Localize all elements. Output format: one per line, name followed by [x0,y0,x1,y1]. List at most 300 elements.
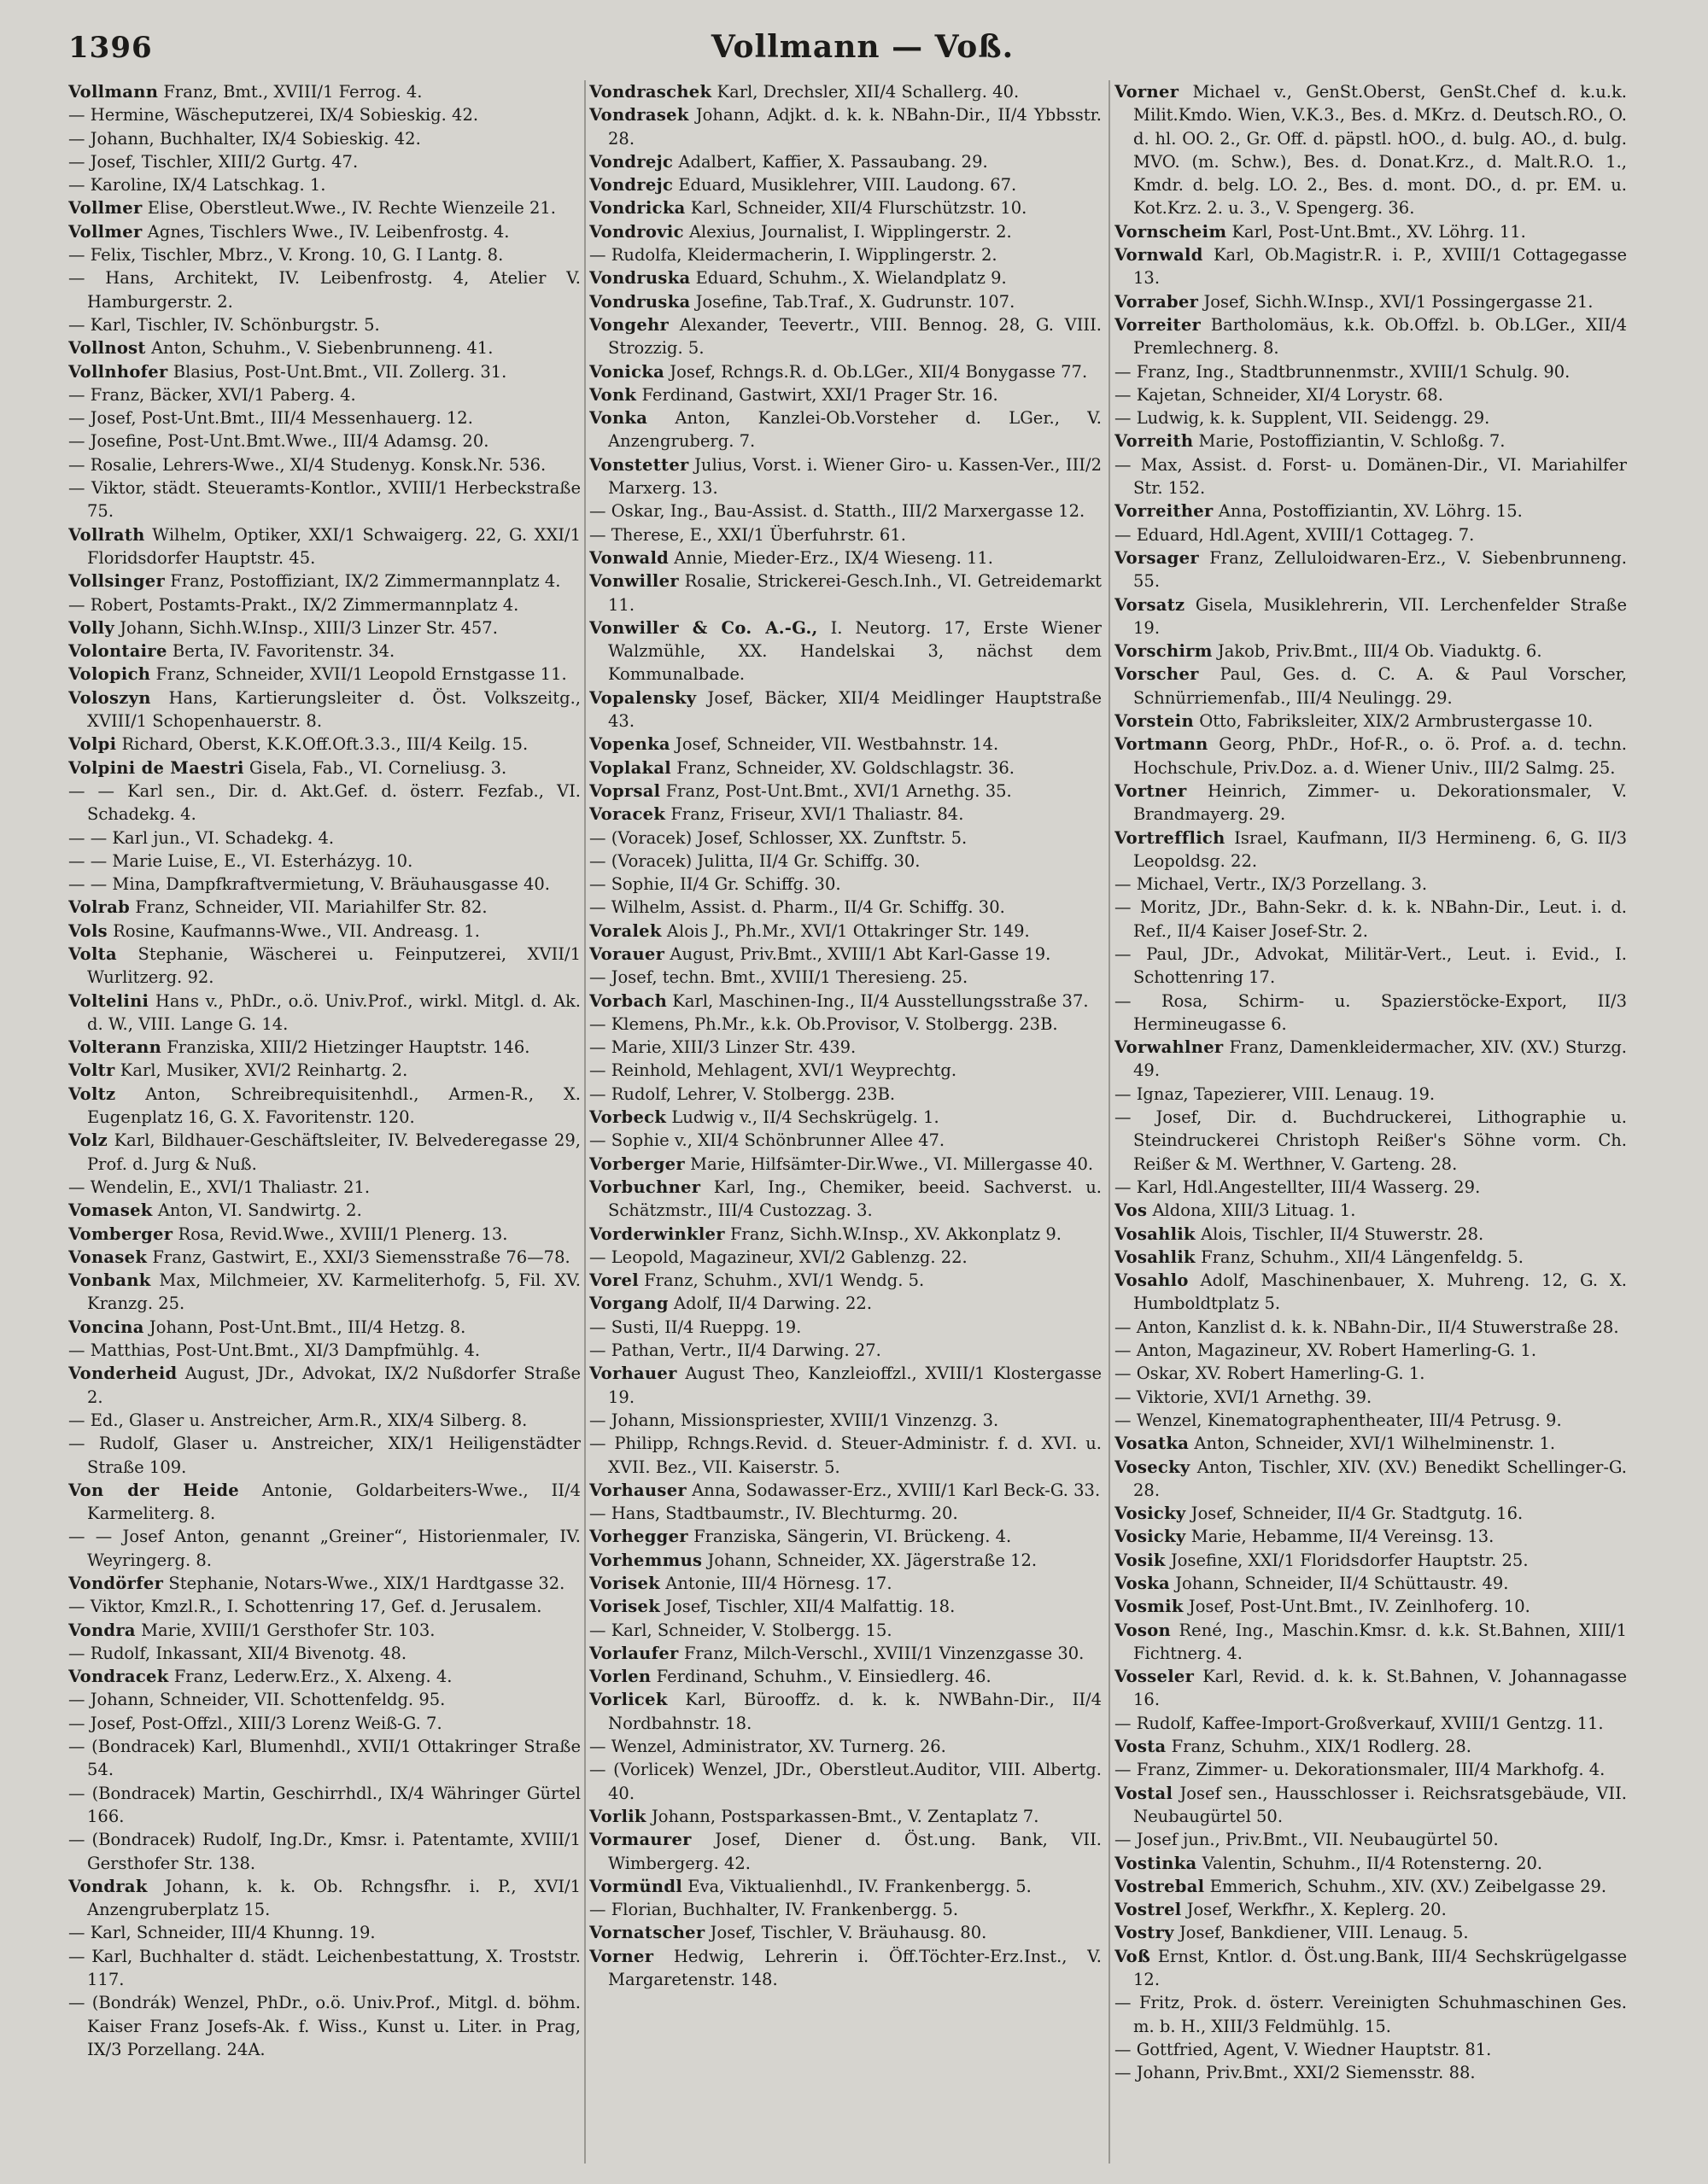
entry-details: Annie, Mieder-Erz., IX/4 Wieseng. 11. [674,547,994,568]
directory-entry [589,103,1102,150]
entry-details: — Viktor, städt. Steueramts-Kontlor., XVIII/1 Herbeckstraße 75. [68,478,581,522]
entry-details: — Rudolf, Lehrer, V. Stolbergg. 23B. [589,1083,896,1104]
directory-entry [68,686,581,733]
entry-details: Josef, Diener d. Öst.ung. Bank, VII. Wimbergerg. 42. [608,1830,1102,1873]
entry-details: Jakob, Priv.Bmt., III/4 Ob. Viaduktg. 6. [1217,641,1542,662]
entry-surname: Volz [68,1130,108,1151]
entry-details: Ernst, Kntlor. d. Öst.ung.Bank, III/4 Sechskrügelgasse 12. [1133,1946,1627,1990]
entry-details: Johann, Adjkt. d. k. k. NBahn-Dir., II/4 Ybbsstr. 28. [608,105,1102,149]
entry-details: Israel, Kaufmann, II/3 Hermineng. 6, G. II/3 Leopoldsg. 22. [1133,827,1627,871]
entry-surname: Vondraschek [589,82,712,102]
entry-details: Heinrich, Zimmer- u. Dekorationsmaler, V. Brandmayerg. 29. [1133,780,1627,825]
entry-surname: Vorlik [589,1806,646,1826]
entry-surname: Vorhegger [589,1527,688,1547]
directory-entry [68,1572,581,1595]
directory-entry [1114,1386,1627,1409]
directory-entry [68,1339,581,1362]
directory-entry [589,1572,1102,1595]
entry-details: Aldona, XIII/3 Lituag. 1. [1152,1200,1356,1221]
entry-details: — Paul, JDr., Advokat, Militär-Vert., Leut. i. Evid., I. Schottenring 17. [1114,943,1627,988]
directory-entry [68,1828,581,1875]
directory-entry [1114,1735,1627,1758]
directory-entry [1114,1409,1627,1432]
page-header [51,26,1674,70]
directory-entry [589,1339,1102,1362]
directory-entry [68,1036,581,1059]
entry-surname: Vostal [1114,1783,1173,1803]
entry-surname: Vorreith [1114,431,1194,452]
entry-details: — Rosa, Schirm- u. Spazierstöcke-Export, II/3 Hermineugasse 6. [1114,990,1627,1034]
entry-surname: Voltz [68,1083,116,1104]
entry-details: — Florian, Buchhalter, IV. Frankenbergg. 5. [589,1900,959,1920]
entry-details: — Karl, Schneider, III/4 Khunng. 19. [68,1923,376,1943]
directory-entry [589,1153,1102,1176]
entry-surname: Vollrath [68,524,145,545]
directory-entry [589,1083,1102,1106]
entry-surname: Voplakal [589,757,671,778]
entry-details: Karl, Bildhauer-Geschäftsleiter, IV. Belvederegasse 29, Prof. d. Jurg & Nuß. [87,1130,581,1174]
entry-surname: Vorsatz [1114,594,1185,615]
entry-details: August, Priv.Bmt., XVIII/1 Abt Karl-Gasse 19. [670,943,1051,964]
entry-surname: Vorscher [1114,664,1199,685]
entry-details: August Theo, Kanzleioffzl., XVIII/1 Klostergasse 19. [608,1364,1102,1407]
directory-entry [68,1525,581,1572]
directory-entry [589,499,1102,523]
entry-details: — Josef, techn. Bmt., XVIII/1 Theresieng. 25. [589,967,968,988]
directory-entry [589,150,1102,173]
entry-details: — — Karl sen., Dir. d. Akt.Gef. d. österr. Fezfab., VI. Schadekg. 4. [68,780,581,825]
directory-entry [1114,1921,1627,1944]
entry-surname: Vondörfer [68,1574,164,1593]
directory-entry [589,569,1102,616]
directory-entry [1114,1852,1627,1875]
entry-details: — Rudolf, Inkassant, XII/4 Bivenotg. 48. [68,1643,407,1663]
entry-details: Johann, k. k. Ob. Rchngsfhr. i. P., XVI/1 Anzengruberplatz 15. [87,1876,581,1920]
entry-details: René, Ing., Maschin.Kmsr. d. k.k. St.Bahnen, XIII/1 Fichtnerg. 4. [1133,1620,1627,1663]
entry-details: — Johann, Buchhalter, IX/4 Sobieskig. 42. [68,128,421,149]
entry-details: — Viktorie, XVI/1 Arnethg. 39. [1114,1387,1372,1407]
directory-entry [1114,360,1627,383]
directory-entry [1114,710,1627,733]
entry-details: Franz, Schuhm., XII/4 Längenfeldg. 5. [1201,1247,1524,1267]
entry-details: Josef, Tischler, V. Bräuhausg. 80. [710,1923,987,1943]
directory-entry [589,1246,1102,1269]
directory-entry [68,103,581,126]
entry-details: — Matthias, Post-Unt.Bmt., XI/3 Dampfmühlg. 4. [68,1340,481,1361]
entry-surname: Vorschirm [1114,641,1213,662]
entry-details: Franz, Bmt., XVIII/1 Ferrog. 4. [163,82,423,102]
directory-entry [68,733,581,756]
entry-surname: Vondruska [589,268,691,289]
entry-details: — Moritz, JDr., Bahn-Sekr. d. k. k. NBahn-Dir., Leut. i. d. Ref., II/4 Kaiser Josef-Str. 2. [1114,897,1627,941]
entry-surname: Vorner [1114,82,1179,102]
directory-entry [68,1316,581,1339]
entry-details: Emmerich, Schuhm., XIV. (XV.) Zeibelgasse 29. [1209,1876,1607,1896]
entry-details: Otto, Fabriksleiter, XIX/2 Armbrustergasse 10. [1199,711,1594,732]
entry-surname: Vorwahlner [1114,1037,1224,1058]
entry-details: Stephanie, Notars-Wwe., XIX/1 Hardtgasse 32. [168,1574,565,1593]
entry-surname: Vorbach [589,990,668,1011]
directory-entry [1114,290,1627,313]
directory-entry [589,850,1102,873]
directory-entry [1114,1106,1627,1176]
directory-entry [1114,1898,1627,1921]
directory-entry [1114,1456,1627,1503]
directory-entry [68,920,581,943]
entry-details: — Josef, Dir. d. Buchdruckerei, Lithographie u. Steindruckerei Christoph Reißer's Söhne vorm. Ch. Reißer & M. Werthner, V. Garteng. 28. [1114,1107,1627,1174]
directory-entry [589,756,1102,780]
entry-details: Ferdinand, Schuhm., V. Einsiedlerg. 46. [656,1667,991,1687]
entry-surname: Vortmann [1114,734,1208,755]
directory-entry [68,780,581,826]
entry-details: — (Bondracek) Martin, Geschirrhdl., IX/4 Währinger Gürtel 166. [68,1783,581,1826]
entry-details: Johann, Schneider, XX. Jägerstraße 12. [707,1550,1038,1570]
entry-details: Valentin, Schuhm., II/4 Rotensterng. 20. [1202,1853,1543,1873]
entry-details: — Robert, Postamts-Prakt., IX/2 Zimmermannplatz 4. [68,594,519,615]
directory-entry [1114,313,1627,360]
directory-entry [589,1828,1102,1875]
entry-details: — Wenzel, Kinematographentheater, III/4 Petrusg. 9. [1114,1410,1562,1430]
entry-surname: Vollnost [68,338,146,359]
entry-details: — Karl, Buchhalter d. städt. Leichenbestattung, X. Troststr. 117. [68,1946,581,1990]
directory-entry [1114,1595,1627,1618]
entry-details: Adalbert, Kaffier, X. Passaubang. 29. [678,151,988,172]
entry-details: Anna, Postoffiziantin, XV. Löhrg. 15. [1218,501,1523,522]
entry-surname: Vollsinger [68,571,166,592]
directory-entry [589,243,1102,266]
entry-surname: Vorbuchner [589,1177,701,1197]
entry-surname: Vorberger [589,1153,685,1174]
directory-entry [68,360,581,383]
entry-surname: Vonderheid [68,1364,178,1384]
entry-details: Adolf, Maschinenbauer, X. Muhreng. 12, G. X. Humboldtplatz 5. [1133,1270,1627,1314]
entry-details: Rosalie, Strickerei-Gesch.Inh., VI. Getreidemarkt 11. [608,571,1102,615]
directory-entry [1114,639,1627,663]
entry-surname: Vondrovic [589,221,684,242]
entry-surname: Vondricka [589,198,686,219]
entry-surname: Vorlicek [589,1690,668,1710]
entry-surname: Vols [68,920,108,941]
entry-surname: Volterann [68,1037,162,1058]
entry-details: Anton, Schuhm., V. Siebenbrunneng. 41. [150,338,494,359]
directory-entry [68,943,581,990]
entry-details: Anton, Tischler, XIV. (XV.) Benedikt Schellinger-G. 28. [1133,1457,1627,1500]
directory-entry [68,663,581,686]
entry-surname: Volontaire [68,641,167,662]
directory-entry [1114,1665,1627,1712]
entry-details: Anton, Schneider, XVI/1 Wilhelminenstr. 1. [1194,1434,1556,1454]
directory-entry [589,220,1102,243]
directory-entry [1114,1083,1627,1106]
entry-details: — Fritz, Prok. d. österr. Vereinigten Schuhmaschinen Ges. m. b. H., XIII/3 Feldmühlg. 15. [1114,1993,1627,2036]
directory-entry [589,1619,1102,1642]
directory-entry [1114,1549,1627,1572]
directory-entry [1114,663,1627,710]
entry-details: Stephanie, Wäscherei u. Feinputzerei, XVII/1 Wurlitzerg. 92. [87,943,581,988]
entry-surname: Vonasek [68,1247,148,1267]
entry-surname: Vondrejc [589,151,674,172]
entry-surname: Vonicka [589,361,665,382]
directory-entry [68,243,581,266]
entry-details: — Philipp, Rchngs.Revid. d. Steuer-Administr. f. d. XVI. u. XVII. Bez., VII. Kaiserstr. 5. [589,1434,1102,1477]
directory-entry [589,290,1102,313]
entry-details: — Hermine, Wäscheputzerei, IX/4 Sobieskig. 42. [68,105,479,126]
directory-entry [589,873,1102,896]
column-divider [584,80,586,2164]
entry-details: I. Neutorg. 17, Erste Wiener Walzmühle, XX. Handelskai 3, nächst dem Kommunalbade. [608,617,1102,685]
directory-entry [589,1362,1102,1409]
directory-entry [68,1945,581,1992]
entry-details: Eva, Viktualienhdl., IV. Frankenbergg. 5. [687,1876,1032,1896]
entry-details: — Josefine, Post-Unt.Bmt.Wwe., III/4 Adamsg. 20. [68,431,489,452]
entry-surname: Vostinka [1114,1853,1197,1873]
directory-entry [68,1246,581,1269]
directory-entry [589,80,1102,103]
directory-entry [68,1712,581,1735]
directory-entry [589,966,1102,989]
directory-entry [1114,406,1627,429]
entry-surname: Volopich [68,664,151,685]
entry-details: Alois J., Ph.Mr., XVI/1 Ottakringer Str. 149. [666,920,1030,941]
directory-entry [1114,780,1627,826]
directory-entry [68,1595,581,1618]
directory-entry [68,150,581,173]
entry-surname: Volpini de Maestri [68,757,244,778]
entry-details: Adolf, II/4 Darwing. 22. [674,1293,873,1314]
entry-surname: Vostrel [1114,1900,1182,1920]
column-3 [1114,80,1627,2164]
entry-details: — Sophie v., XII/4 Schönbrunner Allee 47. [589,1130,945,1151]
entry-details: — Rudolfa, Kleidermacherin, I. Wipplingerstr. 2. [589,245,997,266]
directory-entry [589,1688,1102,1735]
entry-surname: Vorlaufer [589,1643,679,1663]
entry-details: Franz, Friseur, XVI/1 Thaliastr. 84. [670,804,964,825]
directory-entry [589,383,1102,406]
entry-surname: Vormündl [589,1876,683,1896]
directory-entry [589,1316,1102,1339]
directory-entry [68,873,581,896]
directory-entry [1114,1758,1627,1781]
directory-entry [68,990,581,1037]
entry-details: Marie, XVIII/1 Gersthofer Str. 103. [141,1620,436,1640]
entry-surname: Vonk [589,384,637,405]
directory-entry [589,1595,1102,1618]
entry-surname: Vonka [589,408,648,429]
entry-details: Franz, Schneider, VII. Mariahilfer Str. 82. [135,897,488,918]
directory-entry [589,1409,1102,1432]
directory-entry [589,1176,1102,1223]
entry-details: Josef sen., Hausschlosser i. Reichsratsgebäude, VII. Neubaugürtel 50. [1133,1783,1627,1826]
entry-details: Paul, Ges. d. C. A. & Paul Vorscher, Schnürriemenfab., III/4 Neulingg. 29. [1133,664,1627,708]
directory-entry [589,1269,1102,1292]
entry-details: — Kajetan, Schneider, XI/4 Lorystr. 68. [1114,384,1443,405]
entry-details: — (Voracek) Julitta, II/4 Gr. Schiffg. 30. [589,850,921,871]
directory-entry [68,593,581,616]
entry-details: Blasius, Post-Unt.Bmt., VII. Zollerg. 31. [173,361,507,382]
directory-entry [68,1665,581,1688]
entry-surname: Vollmer [68,221,143,242]
directory-entry [1114,1269,1627,1316]
entry-details: — Anton, Magazineur, XV. Robert Hamerling-G. 1. [1114,1340,1537,1361]
directory-entry [589,1549,1102,1572]
entry-surname: Vornatscher [589,1923,705,1943]
directory-entry [1114,546,1627,593]
entry-surname: Vorstein [1114,711,1194,732]
entry-details: — (Vorlicek) Wenzel, JDr., Oberstleut.Auditor, VIII. Albertg. 40. [589,1760,1102,1803]
entry-details: — Rudolf, Kaffee-Import-Großverkauf, XVIII/1 Gentzg. 11. [1114,1713,1604,1733]
entry-details: — Franz, Bäcker, XVI/1 Paberg. 4. [68,384,356,405]
directory-entry [589,780,1102,803]
directory-entry [1114,499,1627,523]
entry-surname: Vorisek [589,1597,661,1617]
entry-details: Hans v., PhDr., o.ö. Univ.Prof., wirkl. Mitgl. d. Ak. d. W., VIII. Lange G. 14. [87,990,581,1034]
entry-surname: Vorreiter [1114,314,1202,335]
directory-entry [68,476,581,523]
entry-surname: Vornwald [1114,245,1203,266]
entry-surname: Vorhauser [589,1480,687,1500]
entry-details: Julius, Vorst. i. Wiener Giro- u. Kassen-Ver., III/2 Marxerg. 13. [608,454,1102,499]
entry-details: — Leopold, Magazineur, XVI/2 Gablenzg. 22. [589,1247,968,1267]
directory-entry [589,920,1102,943]
entry-details: Rosine, Kaufmanns-Wwe., VII. Andreasg. 1. [113,920,480,941]
entry-details: Marie, Hebamme, II/4 Vereinsg. 13. [1190,1527,1494,1547]
directory-entry [68,196,581,219]
entry-surname: Vosta [1114,1737,1167,1757]
directory-entry [589,1502,1102,1525]
entry-details: — — Mina, Dampfkraftvermietung, V. Bräuhausgasse 40. [68,874,550,895]
directory-entry [68,1083,581,1130]
directory-entry [68,1921,581,1944]
directory-entry [1114,733,1627,780]
entry-details: — Gottfried, Agent, V. Wiedner Hauptstr. 81. [1114,2039,1492,2059]
directory-entry [1114,1246,1627,1269]
directory-entry [1114,2061,1627,2084]
directory-entry [68,569,581,593]
directory-entry [1114,1176,1627,1199]
directory-entry [68,1362,581,1409]
directory-entry [1114,1223,1627,1246]
entry-details: Ludwig v., II/4 Sechskrügelg. 1. [671,1107,939,1128]
entry-details: Josef, Post-Unt.Bmt., IV. Zeinlhoferg. 10. [1188,1597,1530,1617]
entry-surname: Vondrasek [589,105,689,126]
entry-details: August, JDr., Advokat, IX/2 Nußdorfer Straße 2. [87,1364,581,1407]
entry-details: — Wilhelm, Assist. d. Pharm., II/4 Gr. Schiffg. 30. [589,897,1005,918]
entry-details: Hedwig, Lehrerin i. Öff.Töchter-Erz.Inst., V. Margaretenstr. 148. [608,1946,1102,1990]
entry-details: Antonie, III/4 Hörnesg. 17. [665,1574,892,1593]
directory-entry [1114,1339,1627,1362]
entry-surname: Voltr [68,1060,115,1081]
entry-surname: Vorsager [1114,547,1199,568]
directory-entry [589,1642,1102,1665]
entry-surname: Vollmann [68,82,159,102]
entry-details: — Felix, Tischler, Mbrz., V. Krong. 10, G. I Lantg. 8. [68,245,504,266]
directory-entry [1114,243,1627,290]
directory-entry [68,1129,581,1176]
entry-surname: Vomberger [68,1223,173,1244]
entry-details: — Karoline, IX/4 Latschkag. 1. [68,175,326,196]
entry-details: Alois, Tischler, II/4 Stuwerstr. 28. [1201,1223,1484,1244]
entry-details: — Rudolf, Glaser u. Anstreicher, XIX/1 Heiligenstädter Straße 109. [68,1434,581,1477]
entry-details: Josef, Bäcker, XII/4 Meidlinger Hauptstraße 43. [608,687,1102,732]
entry-details: — (Bondracek) Rudolf, Ing.Dr., Kmsr. i. Patentamte, XVIII/1 Gersthofer Str. 138. [68,1830,581,1873]
entry-details: Anton, Kanzlei-Ob.Vorsteher d. LGer., V. Anzengruberg. 7. [608,408,1102,452]
directory-entry [589,1525,1102,1548]
entry-surname: Voloszyn [68,687,151,708]
directory-entry [589,1758,1102,1805]
entry-surname: Vorner [589,1946,654,1966]
entry-details: Elise, Oberstleut.Wwe., IV. Rechte Wienzeile 21. [147,198,556,219]
entry-details: — Josef jun., Priv.Bmt., VII. Neubaugürtel 50. [1114,1830,1499,1850]
entry-surname: Voralek [589,920,662,941]
entry-details: Ferdinand, Gastwirt, XXI/1 Prager Str. 16. [641,384,998,405]
directory-entry [68,453,581,476]
entry-surname: Vorgang [589,1293,669,1314]
directory-entry [589,1432,1102,1479]
directory-entry [589,733,1102,756]
entry-surname: Vosahlo [1114,1270,1189,1291]
entry-details: — (Voracek) Josef, Schlosser, XX. Zunftstr. 5. [589,827,968,848]
directory-entry [68,523,581,570]
directory-entry [1114,1782,1627,1829]
directory-entry [68,1199,581,1222]
entry-surname: Voprsal [589,780,661,801]
directory-entry [68,220,581,243]
entry-details: — Josef, Tischler, XIII/2 Gurtg. 47. [68,151,359,172]
entry-surname: Vorreither [1114,501,1214,522]
entry-surname: Vondrak [68,1876,148,1896]
directory-entry [589,803,1102,826]
directory-entry [589,196,1102,219]
directory-entry [1114,523,1627,546]
directory-entry [1114,990,1627,1037]
entry-surname: Vosmik [1114,1597,1184,1617]
directory-entry [1114,1199,1627,1222]
entry-details: Alexander, Teevertr., VIII. Bennog. 28, G. VIII. Strozzig. 5. [608,314,1102,359]
directory-entry [589,686,1102,733]
entry-details: Richard, Oberst, K.K.Off.Oft.3.3., III/4 Keilg. 15. [121,734,529,755]
entry-details: Franz, Milch-Verschl., XVIII/1 Vinzenzgasse 30. [683,1643,1085,1663]
entry-surname: Vornscheim [1114,221,1227,242]
directory-entry [68,1223,581,1246]
entry-surname: Voncina [68,1317,144,1337]
entry-surname: Vollnhofer [68,361,168,382]
column-1 [68,80,581,2164]
page-number: 1396 [68,31,153,65]
directory-entry [68,1991,581,2061]
directory-entry [589,1292,1102,1315]
directory-entry [589,943,1102,966]
directory-entry [1114,593,1627,640]
entry-surname: Vongehr [589,314,670,335]
entry-surname: Voltelini [68,990,149,1011]
entry-surname: Volpi [68,734,117,755]
entry-surname: Vosseler [1114,1667,1195,1687]
directory-entry [1114,80,1627,220]
entry-details: Franz, Schneider, XVII/1 Leopold Ernstgasse 11. [155,664,567,685]
directory-entry [589,1875,1102,1898]
directory-entry [1114,1875,1627,1898]
entry-details: — Hans, Stadtbaumstr., IV. Blechturmg. 20. [589,1504,958,1524]
entry-surname: Vostrebal [1114,1876,1205,1896]
entry-details: Josef, Sichh.W.Insp., XVI/1 Possingergasse 21. [1203,291,1594,312]
entry-details: Johann, Postsparkassen-Bmt., V. Zentaplatz 7. [651,1806,1039,1826]
directory-entry [68,616,581,639]
entry-details: Anna, Sodawasser-Erz., XVIII/1 Karl Beck-G. 33. [692,1480,1101,1500]
entry-details: — Rosalie, Lehrers-Wwe., XI/4 Studenyg. Konsk.Nr. 536. [68,454,547,475]
directory-entry [1114,1945,1627,1992]
entry-details: Franziska, Sängerin, VI. Brückeng. 4. [693,1527,1012,1547]
directory-entry [589,1921,1102,1944]
